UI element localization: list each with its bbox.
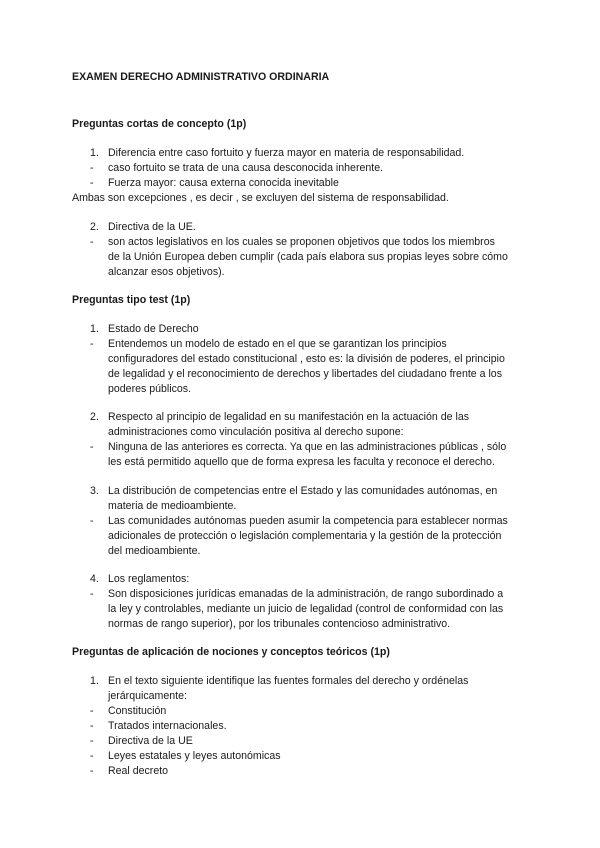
list-number: 1.: [90, 147, 99, 159]
answer-text: Fuerza mayor: causa externa conocida inevitable: [108, 177, 339, 189]
question-text: administraciones como vinculación positiva al derecho supone:: [108, 426, 404, 438]
question-text: En el texto siguiente identifique las fuentes formales del derecho y ordénelas: [108, 675, 469, 687]
question-text: Los reglamentos:: [108, 573, 190, 585]
answer-text: del medioambiente.: [108, 545, 201, 557]
answer-text: caso fortuito se trata de una causa desconocida inherente.: [108, 162, 384, 174]
answer-text: Real decreto: [108, 765, 169, 777]
answer-text: Leyes estatales y leyes autonómicas: [108, 750, 281, 762]
answer-text: Son disposiciones jurídicas emanadas de la administración, de rango subordinado a: [108, 588, 504, 600]
bullet-marker: -: [90, 750, 94, 762]
list-number: 2.: [90, 221, 99, 233]
answer-note: Ambas son excepciones , es decir , se excluyen del sistema de responsabilidad.: [72, 192, 449, 204]
answer-text: de legalidad y el reconocimiento de derechos y libertades del ciudadano frente a los: [108, 368, 502, 380]
answer-text: Las comunidades autónomas pueden asumir la competencia para establecer normas: [108, 515, 508, 527]
bullet-marker: -: [90, 720, 94, 732]
bullet-marker: -: [90, 735, 94, 747]
section-heading: Preguntas de aplicación de nociones y conceptos teóricos (1p): [72, 646, 390, 658]
bullet-marker: -: [90, 515, 94, 527]
bullet-marker: -: [90, 441, 94, 453]
bullet-marker: -: [90, 236, 94, 248]
section-heading: Preguntas tipo test (1p): [72, 294, 191, 306]
answer-text: Ninguna de las anteriores es correcta. Ya que en las administraciones públicas , sólo: [108, 441, 507, 453]
question-text: jerárquicamente:: [108, 690, 187, 702]
section-heading: Preguntas cortas de concepto (1p): [72, 118, 247, 130]
bullet-marker: -: [90, 338, 94, 350]
answer-text: Tratados internacionales.: [108, 720, 227, 732]
answer-text: les está permitido aquello que de forma expresa les faculta y reconoce el derecho.: [108, 456, 495, 468]
list-number: 1.: [90, 675, 99, 687]
answer-text: de la Unión Europea deben cumplir (cada país elabora sus propias leyes sobre cómo: [108, 251, 508, 263]
answer-text: alcanzar esos objetivos).: [108, 266, 225, 278]
question-text: Respecto al principio de legalidad en su manifestación en la actuación de las: [108, 411, 470, 423]
answer-text: adicionales de protección o legislación complementaria y la gestión de la protección: [108, 530, 502, 542]
list-number: 3.: [90, 485, 99, 497]
answer-text: Constitución: [108, 705, 167, 717]
bullet-marker: -: [90, 705, 94, 717]
question-text: Directiva de la UE.: [108, 221, 196, 233]
bullet-marker: -: [90, 765, 94, 777]
question-text: Diferencia entre caso fortuito y fuerza mayor en materia de responsabilidad.: [108, 147, 465, 159]
bullet-marker: -: [90, 177, 94, 189]
question-text: materia de medioambiente.: [108, 500, 237, 512]
list-number: 2.: [90, 411, 99, 423]
answer-text: Entendemos un modelo de estado en el que se garantizan los principios: [108, 338, 447, 350]
question-text: La distribución de competencias entre el Estado y las comunidades autónomas, en: [108, 485, 498, 497]
question-text: Estado de Derecho: [108, 323, 199, 335]
answer-text: normas de rango superior), por los tribunales contencioso administrativo.: [108, 618, 451, 630]
document-title: EXAMEN DERECHO ADMINISTRATIVO ORDINARIA: [72, 71, 330, 83]
answer-text: poderes públicos.: [108, 383, 192, 395]
answer-text: la ley y controlables, mediante un juicio de legalidad (control de conformidad con las: [108, 603, 504, 615]
answer-text: configuradores del estado constitucional , esto es: la división de poderes, el principio: [108, 353, 505, 365]
bullet-marker: -: [90, 588, 94, 600]
answer-text: son actos legislativos en los cuales se proponen objetivos que todos los miembros: [108, 236, 495, 248]
list-number: 1.: [90, 323, 99, 335]
bullet-marker: -: [90, 162, 94, 174]
list-number: 4.: [90, 573, 99, 585]
answer-text: Directiva de la UE: [108, 735, 193, 747]
